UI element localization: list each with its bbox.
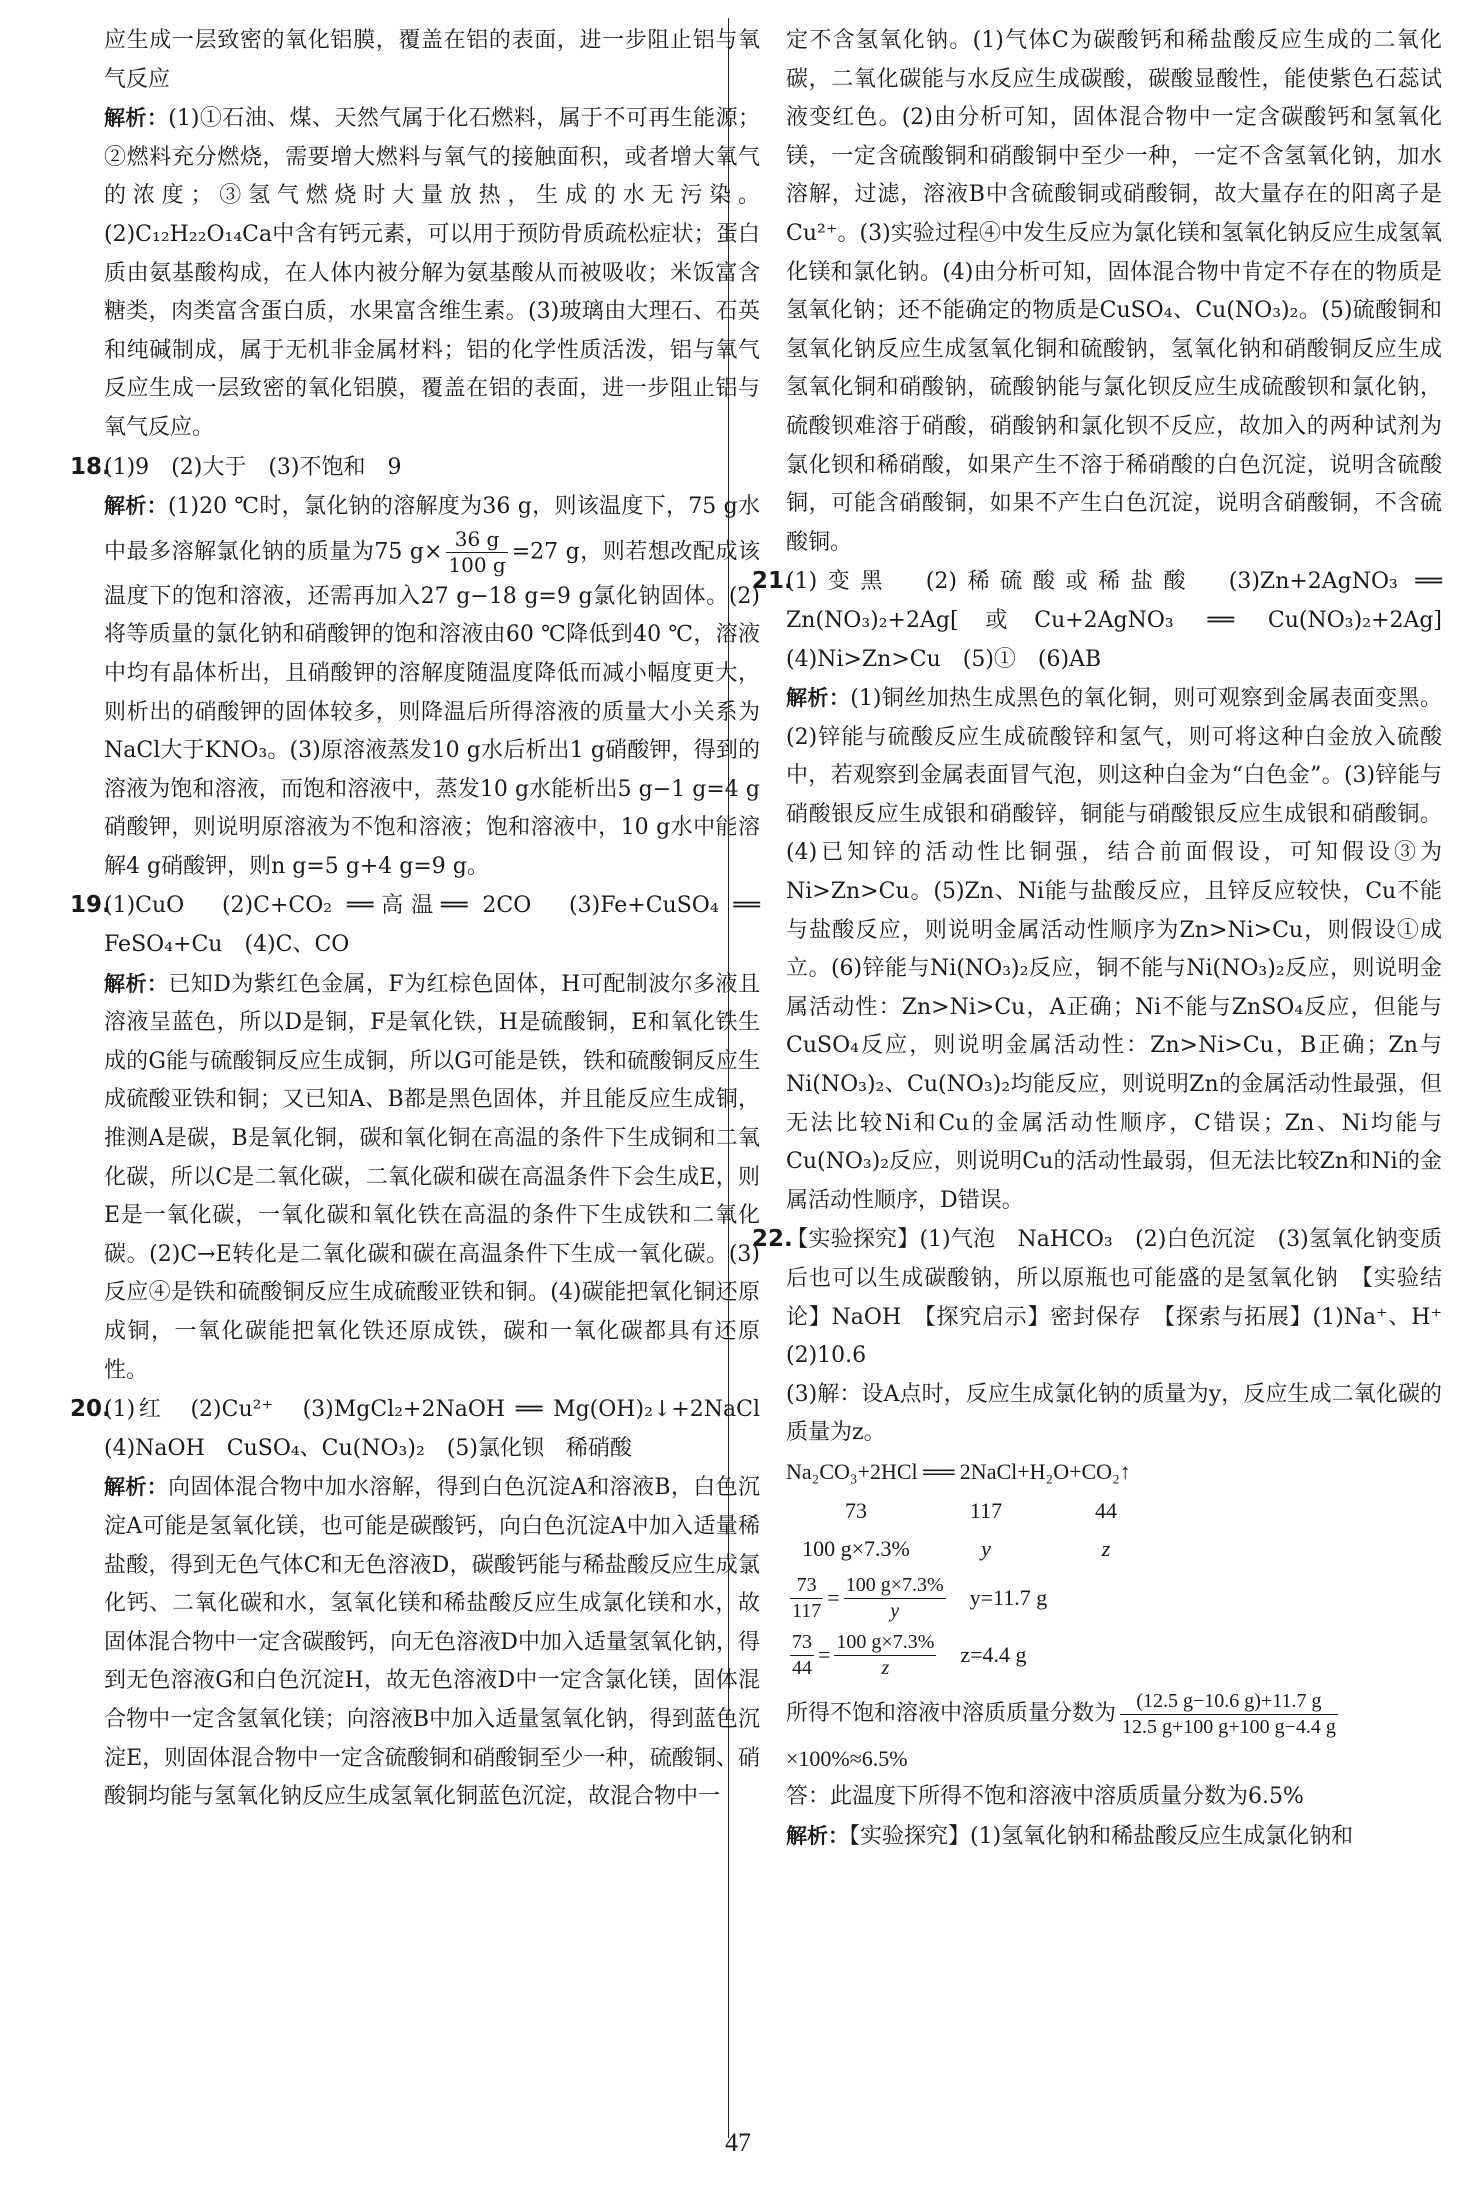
- result-z: z=4.4 g: [960, 1641, 1027, 1667]
- proportion-y-left: [790, 1573, 823, 1624]
- coef-nacl: 117: [969, 1497, 1003, 1523]
- numerator: 100 g×7.3%: [834, 1630, 936, 1656]
- q21-analysis: [752, 679, 1442, 1220]
- q18-analysis-text-2: =27 g，则若想改配成该温度下的饱和溶液，还需再加入27 g−18 g=9 g氯化钠固体。(2)将等质量的氯化钠和硝酸钾的饱和溶液由60 ℃降低到40 ℃，溶液中均有晶体析出，且硝酸钾的溶解度随温度降低而减小幅度更大，则析出的硝酸钾的固体较多，则降温后所得溶液的质量大小关系为NaCl大于KNO₃。(3)原溶液蒸发10 g水后析出1 g硝酸钾，得到的溶液为饱和溶液，而饱和溶液中，蒸发10 g水能析出5 g−1 g=4 g硝酸钾，则说明原溶液为不饱和溶液；饱和溶液中，10 g水中能溶解4 g硝酸钾，则n g=5 g+4 g=9 g。: [104, 539, 760, 879]
- q21-answer: [752, 562, 1465, 679]
- numerator: 73: [790, 1573, 823, 1599]
- numerator: (12.5 g−10.6 g)+11.7 g: [1120, 1689, 1338, 1715]
- q18-fraction-numerator: 36 g: [446, 527, 507, 553]
- analysis-label: 解析：: [104, 971, 169, 996]
- equation-text: Na₂CO₃+2HCl ══ 2NaCl+H₂O+CO₂↑: [786, 1458, 1131, 1484]
- q18-answer: [70, 448, 760, 488]
- q17-continuation: 应生成一层致密的氧化铝膜，覆盖在铝的表面，进一步阻止铝与氧气反应: [104, 28, 760, 92]
- q18-analysis-text-1: (1)20 ℃时，氯化钠的溶解度为36 g，则该温度下，75 g水中最多溶解氯化钠的质量为75 g×: [104, 494, 761, 565]
- q22-analysis: [752, 1817, 1442, 1857]
- analysis-label: 解析：: [104, 106, 169, 131]
- denominator: z: [881, 1656, 890, 1679]
- coef-co2: 44: [1095, 1497, 1117, 1523]
- q19-answer: [70, 886, 760, 964]
- mass-hcl: 100 g×7.3%: [802, 1536, 910, 1562]
- q21-number: 21.: [752, 568, 793, 595]
- q18-answer-text: (1)9 (2)大于 (3)不饱和 9: [104, 454, 402, 480]
- denominator: 12.5 g+100 g+100 g−4.4 g: [1122, 1715, 1336, 1738]
- mass-z: z: [1101, 1536, 1111, 1562]
- q20-analysis: [70, 1468, 760, 1816]
- mass-fraction-result: ×100%≈6.5%: [786, 1745, 908, 1771]
- q19-analysis: [70, 965, 760, 1391]
- q18-analysis: [70, 487, 760, 886]
- q19-number: 19.: [70, 892, 111, 919]
- numerator: 100 g×7.3%: [844, 1573, 946, 1599]
- q20-answer: [70, 1390, 783, 1468]
- q22-solution-intro: (3)解：设A点时，反应生成氯化钠的质量为y，反应生成二氧化碳的质量为z。: [786, 1381, 1442, 1446]
- right-column: [752, 22, 1465, 1857]
- denominator: 117: [792, 1599, 822, 1622]
- final-answer: 答：此温度下所得不饱和溶液中溶质质量分数为6.5%: [786, 1784, 1304, 1810]
- q20-analysis-text: 向固体混合物中加水溶解，得到白色沉淀A和溶液B，白色沉淀A可能是氢氧化镁，也可能是碳酸钙，向白色沉淀A中加入适量稀盐酸，得到无色气体C和无色溶液D，碳酸钙能与稀盐酸反应生成氯化钙、二氧化碳和水，氢氧化镁和稀盐酸反应生成氯化镁和水，故固体混合物中一定含碳酸钙，向无色溶液D中加入适量氢氧化钠，得到无色溶液G和白色沉淀H，故无色溶液D中一定含氯化镁，固体混合物中一定含氢氧化镁；向溶液B中加入适量氢氧化钠，得到蓝色沉淀E，则固体混合物中一定含硫酸铜和硝酸铜至少一种，硫酸铜、硝酸铜均能与氢氧化钠反应生成氢氧化铜蓝色沉淀，故混合物中一: [104, 1475, 761, 1810]
- q22-analysis-text: 【实验探究】(1)氢氧化钠和稀盐酸反应生成氯化钠和: [849, 1823, 1354, 1849]
- q19-answer-text: (1)CuO (2)C+CO₂ ══高温══ 2CO (3)Fe+CuSO₄ ══ FeSO₄+Cu (4)C、CO: [104, 893, 760, 958]
- denominator: 44: [792, 1656, 812, 1679]
- equation-coefficients: [752, 1492, 1442, 1531]
- analysis-label: 解析：: [786, 1823, 849, 1848]
- proportion-z-right: [834, 1630, 936, 1681]
- mass-fraction-line: [752, 1689, 1442, 1740]
- proportion-z-left: [790, 1630, 814, 1681]
- q22-number: 22.: [752, 1226, 793, 1253]
- analysis-label: 解析：: [786, 686, 851, 711]
- q20-number: 20.: [70, 1396, 111, 1423]
- analysis-label: 解析：: [104, 1475, 169, 1500]
- q17-analysis: [70, 99, 760, 447]
- q19-analysis-text: 已知D为紫红色金属，F为红棕色固体，H可配制波尔多液且溶液呈蓝色，所以D是铜，F是氧化铁，H是硫酸铜，E和氧化铁生成的G能与硫酸铜反应生成铜，所以G可能是铁，铁和硫酸铜反应生成硫酸亚铁和铜；又已知A、B都是黑色固体，并且能反应生成铜，推测A是碳，B是氧化铜，碳和氧化铜在高温的条件下生成铜和二氧化碳，所以C是二氧化碳，二氧化碳和碳在高温条件下会生成E，则E是一氧化碳，一氧化碳和氧化铁在高温的条件下生成铁和二氧化碳。(2)C→E转化是二氧化碳和碳在高温条件下生成一氧化碳。(3)反应④是铁和硫酸铜反应生成硫酸亚铁和铜。(4)碳能把氧化铜还原成铜，一氧化碳能把氧化铁还原成铁，碳和一氧化碳都具有还原性。: [104, 971, 761, 1383]
- chemical-equation: [752, 1453, 1442, 1492]
- q22-answer: [752, 1220, 1465, 1375]
- q20-answer-text: (1)红 (2)Cu²⁺ (3)MgCl₂+2NaOH ══ Mg(OH)₂↓+2NaCl (4)NaOH CuSO₄、Cu(NO₃)₂ (5)氯化钡 稀硝酸: [104, 1397, 783, 1461]
- numerator: 73: [790, 1630, 814, 1656]
- coef-hcl: 73: [845, 1497, 867, 1523]
- q21-analysis-text: (1)铜丝加热生成黑色的氧化铜，则可观察到金属表面变黑。(2)锌能与硫酸反应生成硫酸锌和氢气，则可将这种白金放入硫酸中，若观察到金属表面冒气泡，则这种白金为“白色金”。(3)锌能与硝酸银反应生成银和硝酸锌，铜能与硝酸银反应生成银和硝酸铜。(4)已知锌的活动性比铜强，结合前面假设，可知假设③为Ni>Zn>Cu。(5)Zn、Ni能与盐酸反应，且锌反应较快，Cu不能与盐酸反应，则说明金属活动性顺序为Zn>Ni>Cu，则假设①成立。(6)锌能与Ni(NO₃)₂反应，铜不能与Ni(NO₃)₂反应，则说明金属活动性：Zn>Ni>Cu，A正确；Ni不能与ZnSO₄反应，但能与CuSO₄反应，则说明金属活动性：Zn>Ni>Cu，B正确；Zn与Ni(NO₃)₂、Cu(NO₃)₂均能反应，则说明Zn的金属活动性最强，但无法比较Ni和Cu的金属活动性顺序，C错误；Zn、Ni均能与Cu(NO₃)₂反应，则说明Cu的活动性最弱，但无法比较Zn和Ni的金属活动性顺序，D错误。: [786, 686, 1443, 1213]
- proportion-y: $\frac{73}{117}$ = $\frac{100 g\times 7.3\%}{y}$ y=11.7 g: [792, 1573, 1048, 1622]
- denominator: y: [890, 1599, 900, 1622]
- result-y: y=11.7 g: [969, 1584, 1048, 1610]
- mass-fraction-label: 所得不饱和溶液中溶质质量分数为: [786, 1700, 1117, 1726]
- page-number: 47: [725, 2128, 751, 2157]
- q22-answer-text: 【实验探究】(1)气泡 NaHCO₃ (2)白色沉淀 (3)氢氧化钠变质后也可以生成碳酸钠，所以原瓶也可能盛的是氢氧化钠 【实验结论】NaOH 【探究启示】密封保存 【探索与拓展】(1)Na⁺、H⁺ (2)10.6: [786, 1227, 1465, 1369]
- equation-masses: [752, 1530, 1442, 1569]
- analysis-label: 解析：: [104, 494, 168, 519]
- mass-fraction: [1120, 1689, 1338, 1740]
- q18-fraction-denominator: 100 g: [448, 552, 506, 577]
- mass-y: y: [981, 1536, 991, 1562]
- q18-fraction: [446, 527, 507, 578]
- proportion-y-right: [844, 1573, 946, 1624]
- q21-answer-text: (1)变黑 (2)稀硫酸或稀盐酸 (3)Zn+2AgNO₃ ══ Zn(NO₃)₂+2Ag[或Cu+2AgNO₃ ══ Cu(NO₃)₂+2Ag] (4)Ni>Zn>Cu (5)① (6)AB: [786, 569, 1465, 672]
- q20-continuation: 定不含氢氧化钠。(1)气体C为碳酸钙和稀盐酸反应生成的二氧化碳，二氧化碳能与水反应生成碳酸，碳酸显酸性，能使紫色石蕊试液变红色。(2)由分析可知，固体混合物中一定含碳酸钙和氢氧化镁，一定含硫酸铜和硝酸铜中至少一种，一定不含氢氧化钠，加水溶解，过滤，溶液B中含硫酸铜或硝酸铜，故大量存在的阳离子是Cu²⁺。(3)实验过程④中发生反应为氯化镁和氢氧化钠反应生成氢氧化镁和氯化钠。(4)由分析可知，固体混合物中肯定不存在的物质是氢氧化钠；还不能确定的物质是CuSO₄、Cu(NO₃)₂。(5)硫酸铜和氢氧化钠反应生成氢氧化铜和硫酸钠，氢氧化钠和硝酸铜反应生成氢氧化铜和硝酸钠，硫酸钠能与氯化钡反应生成硫酸钡和氯化钠，硫酸钡难溶于硝酸，硝酸钠和氯化钡不反应，故加入的两种试剂为氯化钡和稀硝酸，如果产生不溶于稀硝酸的白色沉淀，说明含硫酸铜，可能含硝酸铜，如果不产生白色沉淀，说明含硝酸铜，不含硫酸铜。: [786, 28, 1442, 555]
- proportion-z: $\frac{73}{44}$ = $\frac{100 g\times 7.3\%}{z}$ z=4.4 g: [792, 1630, 1027, 1679]
- q17-analysis-text: (1)①石油、煤、天然气属于化石燃料，属于不可再生能源；②燃料充分燃烧，需要增大燃料与氧气的接触面积，或者增大氧气的浓度；③氢气燃烧时大量放热，生成的水无污染。(2)C₁₂H₂₂O₁₄Ca中含有钙元素，可以用于预防骨质疏松症状；蛋白质由氨基酸构成，在人体内被分解为氨基酸从而被吸收；米饭富含糖类，肉类富含蛋白质，水果富含维生素。(3)玻璃由大理石、石英和纯碱制成，属于无机非金属材料；铝的化学性质活泼，铝与氧气反应生成一层致密的氧化铝膜，覆盖在铝的表面，进一步阻止铝与氧气反应。: [104, 106, 761, 440]
- q18-number: 18.: [70, 453, 111, 480]
